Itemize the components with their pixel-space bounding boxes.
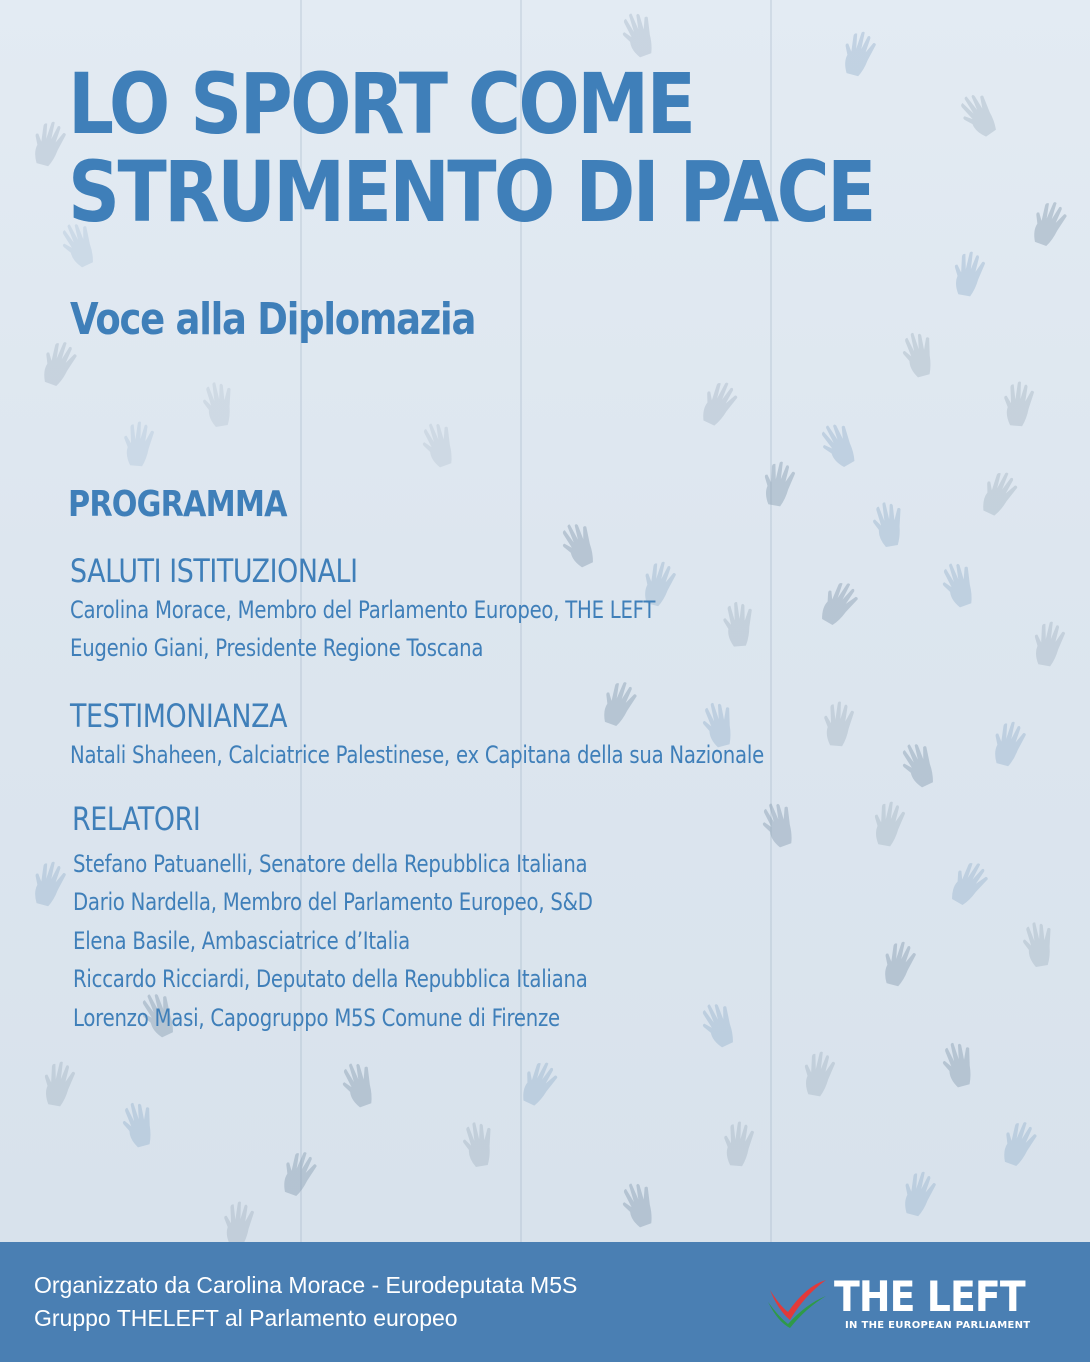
handprint-decoration [692,994,749,1054]
handprint-decoration [811,413,870,475]
handprint-decoration [941,853,1000,915]
handprint-decoration [874,936,925,993]
handprint-decoration [24,856,75,913]
title-line-2: STRUMENTO DI PACE [68,143,874,241]
handprint-decoration [218,1198,262,1242]
program-line: Elena Basile, Ambasciatrice d’Italia [73,927,410,955]
footer-group-line: Gruppo THELEFT al Parlamento europeo [34,1305,458,1331]
program-line: Riccardo Ricciardi, Deputato della Repubblica Italiana [73,965,588,993]
handprint-decoration [1026,617,1074,671]
program-line: Lorenzo Masi, Capogruppo M5S Comune di Firenze [73,1004,560,1032]
handprint-decoration [552,514,609,574]
program-line: Stefano Patuanelli, Senatore della Repubblica Italiana [73,850,588,878]
handprint-decoration [1023,195,1077,254]
footer-organizer-line: Organizzato da Carolina Morace - Eurodeputata M5S [34,1272,578,1298]
section-title-testimonianza: TESTIMONIANZA [70,697,288,735]
page-subtitle: Voce alla Diplomazia [70,294,476,345]
the-left-logo-mark-icon [766,1276,828,1328]
handprint-decoration [950,83,1010,145]
handprint-decoration [1016,917,1064,971]
page-title [68,55,874,241]
handprint-decoration [593,675,647,734]
handprint-decoration [756,457,804,511]
handprint-decoration [866,797,914,851]
handprint-decoration [333,1055,387,1114]
handprint-decoration [818,698,862,749]
logo-name: THE LEFT [834,1272,1025,1321]
handprint-decoration [933,555,987,614]
handprint-decoration [118,418,162,469]
section-title-relatori: RELATORI [72,800,201,838]
handprint-decoration [984,716,1035,773]
section-title-saluti: SALUTI ISTITUZIONALI [70,552,358,590]
handprint-decoration [413,415,467,474]
handprint-decoration [753,795,807,854]
handprint-decoration [273,1145,327,1204]
handprint-decoration [811,573,870,635]
handprint-decoration [796,1047,844,1101]
handprint-decoration [866,497,914,551]
handprint-decoration [993,1115,1047,1174]
handprint-decoration [114,1096,165,1153]
handprint-decoration [946,247,994,301]
handprint-decoration [196,377,244,431]
handprint-decoration [692,374,749,434]
program-line: Dario Nardella, Membro del Parlamento Europeo, S&D [73,888,593,916]
handprint-decoration [972,464,1029,524]
program-heading: PROGRAMMA [68,484,287,525]
handprint-decoration [718,1118,762,1169]
handprint-decoration [36,1057,84,1111]
program-line: Natali Shaheen, Calciatrice Palestinese, ex Capitana della sua Nazionale [70,741,764,769]
handprint-decoration [894,326,945,383]
handprint-decoration [894,1166,945,1223]
handprint-decoration [718,598,762,649]
program-line: Carolina Morace, Membro del Parlamento Europeo, THE LEFT [70,596,656,624]
handprint-decoration [892,734,949,794]
handprint-decoration [613,1175,667,1234]
handprint-decoration [934,1036,985,1093]
title-line-1: LO SPORT COME [68,55,694,153]
logo-tagline: IN THE EUROPEAN PARLIAMENT [845,1320,1031,1331]
handprint-decoration [998,378,1042,429]
handprint-decoration [456,1117,504,1171]
program-line: Eugenio Giani, Presidente Regione Toscana [70,634,484,662]
